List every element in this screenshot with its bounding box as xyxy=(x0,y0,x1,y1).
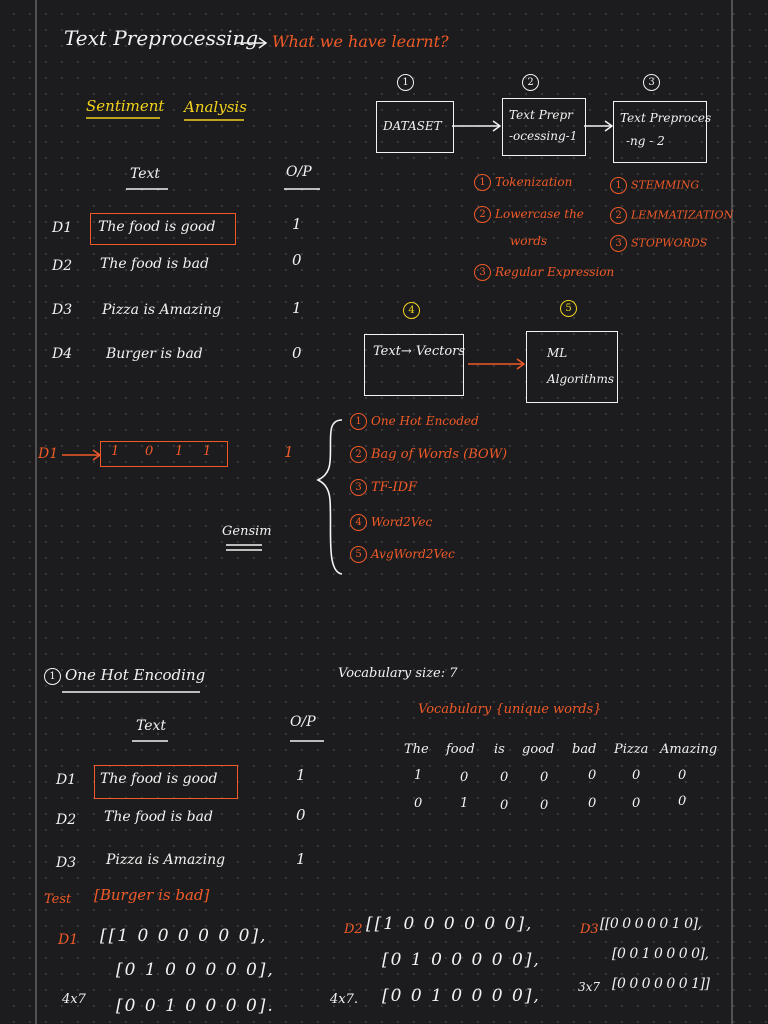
vocab-word: bad xyxy=(572,742,597,757)
vector-label: D1 xyxy=(38,446,59,462)
heading-sentiment: Sentiment xyxy=(86,97,165,115)
vocab-cell: 0 xyxy=(540,770,549,785)
vocab-word: The xyxy=(404,742,429,757)
table1-header-op: O/P xyxy=(286,164,312,180)
matrix-d3-row: [[0 0 0 0 0 1 0], xyxy=(600,916,702,932)
step-number-5: 5 xyxy=(560,300,581,317)
matrix-d1-row: [[1 0 0 0 0 0 0], xyxy=(100,926,268,946)
table1-row-text: The food is good xyxy=(98,219,216,235)
table2-row-text: Pizza is Amazing xyxy=(106,852,226,868)
table1-row-op: 1 xyxy=(292,299,302,317)
table2-row-op: 1 xyxy=(296,766,306,784)
table2-row-text: The food is good xyxy=(100,771,218,787)
vocab-cell: 0 xyxy=(414,796,423,811)
text-preprocessing-2-box: Text Preproces -ng - 2 xyxy=(613,101,707,163)
step-number-4: 4 xyxy=(403,302,424,319)
vocab-cell: 0 xyxy=(588,768,597,783)
step2-stopwords: 3 STOPWORDS xyxy=(610,235,707,252)
table1-row-op: 0 xyxy=(292,344,302,362)
text-to-vectors-box: Text→ Vectors xyxy=(364,334,464,396)
step-number-2: 2 xyxy=(522,74,543,91)
technique-item: 2 Bag of Words (BOW) xyxy=(350,446,507,463)
table1-row-op: 1 xyxy=(292,215,302,233)
matrix-d2-row: [0 1 0 0 0 0 0], xyxy=(382,950,541,970)
page-title: Text Preprocessing xyxy=(64,26,259,50)
vocab-cell: 0 xyxy=(632,796,641,811)
table2-row-op: 0 xyxy=(296,806,306,824)
table1-row-id: D1 xyxy=(52,220,73,236)
heading-analysis: Analysis xyxy=(184,98,247,116)
vocab-cell: 0 xyxy=(678,768,687,783)
table1-row-id: D2 xyxy=(52,258,73,274)
vocab-cell: 0 xyxy=(540,798,549,813)
matrix-d1-row: [0 1 0 0 0 0 0], xyxy=(116,960,275,980)
technique-item: 3 TF-IDF xyxy=(350,479,417,496)
matrix-d1-shape: 4x7 xyxy=(62,992,86,1007)
vocab-size-label: Vocabulary size: 7 xyxy=(338,666,458,681)
matrix-d1-row: [0 0 1 0 0 0 0]. xyxy=(116,996,275,1016)
table2-row-op: 1 xyxy=(296,850,306,868)
dataset-box: DATASET xyxy=(376,101,454,153)
gensim-label: Gensim xyxy=(222,524,272,539)
step1-lowercase: 2 Lowercase the xyxy=(474,206,584,223)
vocab-word: is xyxy=(494,742,505,757)
vocab-cell: 0 xyxy=(588,796,597,811)
table1-row-id: D3 xyxy=(52,302,73,318)
matrix-d3-label: D3 xyxy=(580,922,599,937)
vector-output: 1 xyxy=(284,443,294,461)
vocab-cell: 0 xyxy=(500,770,509,785)
matrix-d2-shape: 4x7. xyxy=(330,992,359,1007)
table2-row-id: D1 xyxy=(56,772,77,788)
matrix-d2-row: [[1 0 0 0 0 0 0], xyxy=(366,914,534,934)
table2-row-id: D2 xyxy=(56,812,77,828)
matrix-d3-shape: 3x7 xyxy=(578,980,601,994)
section2-heading: 1 One Hot Encoding xyxy=(44,666,205,685)
table1-header-text: Text xyxy=(130,166,161,182)
step1-words: words xyxy=(510,234,548,248)
vocab-word: food xyxy=(446,742,475,757)
table1-row-text: Pizza is Amazing xyxy=(102,302,222,318)
table2-header-op: O/P xyxy=(290,714,316,730)
vector-box: 1 0 1 1 xyxy=(100,441,228,467)
vocab-word: good xyxy=(522,742,555,757)
table2-row-text: The food is bad xyxy=(104,809,213,825)
page-subtitle: What we have learnt? xyxy=(272,32,449,51)
step-number-1: 1 xyxy=(397,74,418,91)
table1-row-op: 0 xyxy=(292,251,302,269)
table1-row-id: D4 xyxy=(52,346,73,362)
vocab-cell: 0 xyxy=(678,794,687,809)
vocab-cell: 0 xyxy=(632,768,641,783)
ml-algorithms-box: ML Algorithms xyxy=(526,331,618,403)
test-label: Test xyxy=(44,892,72,907)
step2-stemming: 1 STEMMING xyxy=(610,177,699,194)
vocab-cell: 1 xyxy=(414,768,423,783)
table1-row-text: The food is bad xyxy=(100,256,209,272)
vocab-cell: 0 xyxy=(500,798,509,813)
step2-lemmatization: 2 LEMMATIZATION xyxy=(610,207,733,224)
technique-item: 5 AvgWord2Vec xyxy=(350,546,455,563)
vocab-title: Vocabulary {unique words} xyxy=(418,702,602,717)
technique-item: 1 One Hot Encoded xyxy=(350,413,479,430)
matrix-d2-row: [0 0 1 0 0 0 0], xyxy=(382,986,541,1006)
vocab-word: Pizza xyxy=(614,742,649,757)
table1-row-text: Burger is bad xyxy=(106,346,203,362)
matrix-d2-label: D2 xyxy=(344,922,363,937)
matrix-d3-row: [0 0 0 0 0 0 1]] xyxy=(612,976,710,992)
vocab-cell: 0 xyxy=(460,770,469,785)
matrix-d3-row: [0 0 1 0 0 0 0], xyxy=(612,946,709,962)
test-text: [Burger is bad] xyxy=(94,886,210,904)
table2-header-text: Text xyxy=(136,718,167,734)
matrix-d1-label: D1 xyxy=(58,932,79,948)
vocab-cell: 1 xyxy=(460,796,469,811)
text-preprocessing-1-box: Text Prepr -ocessing-1 xyxy=(502,98,586,156)
step1-tokenization: 1 Tokenization xyxy=(474,174,572,191)
step-number-3: 3 xyxy=(643,74,664,91)
table2-row-id: D3 xyxy=(56,855,77,871)
technique-item: 4 Word2Vec xyxy=(350,514,432,531)
vocab-word: Amazing xyxy=(660,742,718,757)
step1-regex: 3 Regular Expression xyxy=(474,264,614,281)
